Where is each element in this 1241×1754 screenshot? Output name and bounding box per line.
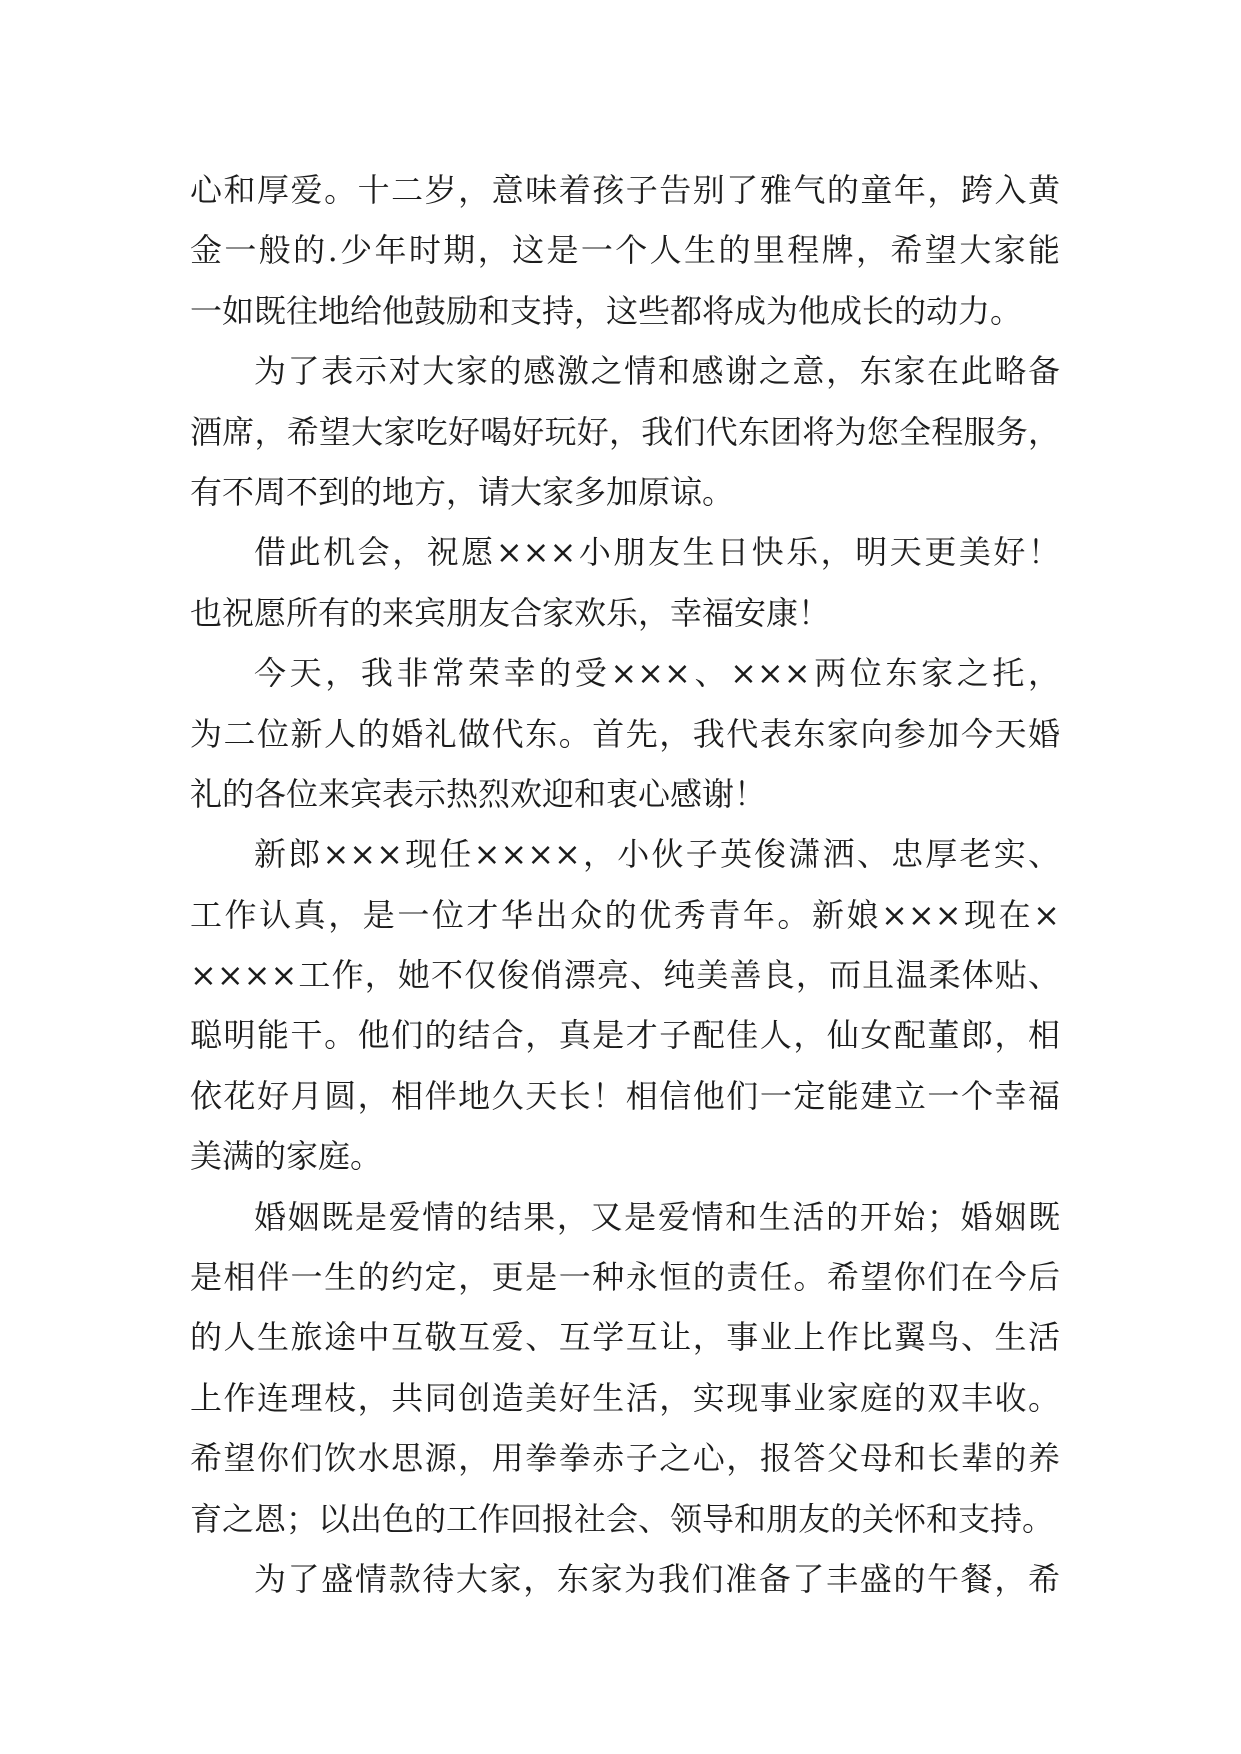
text-line: 为二位新人的婚礼做代东。首先，我代表东家向参加今天婚 bbox=[190, 714, 1060, 753]
text-line: 上作连理枝，共同创造美好生活，实现事业家庭的双丰收。 bbox=[190, 1378, 1060, 1417]
text-line: ××××工作，她不仅俊俏漂亮、纯美善良，而且温柔体贴、 bbox=[190, 956, 1060, 995]
text-line: 希望你们饮水思源，用拳拳赤子之心，报答父母和长辈的养 bbox=[190, 1439, 1060, 1478]
text-line: 依花好月圆，相伴地久天长！相信他们一定能建立一个幸福 bbox=[190, 1076, 1060, 1115]
text-line: 酒席，希望大家吃好喝好玩好，我们代东团将为您全程服务， bbox=[190, 412, 1060, 451]
text-line: 借此机会，祝愿×××小朋友生日快乐，明天更美好！ bbox=[254, 533, 1060, 572]
text-line: 育之恩；以出色的工作回报社会、领导和朋友的关怀和支持。 bbox=[190, 1499, 1055, 1538]
text-line: 的人生旅途中互敬互爱、互学互让，事业上作比翼鸟、生活 bbox=[190, 1318, 1060, 1357]
document-body bbox=[190, 160, 1060, 1609]
text-line: 心和厚爱。十二岁，意味着孩子告别了雅气的童年，跨入黄 bbox=[190, 171, 1060, 209]
text-line: 金一般的.少年时期，这是一个人生的里程牌，希望大家能 bbox=[190, 231, 1060, 270]
text-line: 一如既往地给他鼓励和支持，这些都将成为他成长的动力。 bbox=[190, 291, 1023, 330]
text-line: 礼的各位来宾表示热烈欢迎和衷心感谢！ bbox=[190, 774, 767, 813]
text-line: 婚姻既是爱情的结果，又是爱情和生活的开始；婚姻既 bbox=[254, 1197, 1060, 1236]
text-line: 美满的家庭。 bbox=[190, 1137, 383, 1176]
text-line: 也祝愿所有的来宾朋友合家欢乐，幸福安康！ bbox=[190, 593, 831, 632]
text-line: 有不周不到的地方，请大家多加原谅。 bbox=[190, 472, 735, 511]
text-line: 为了表示对大家的感激之情和感谢之意，东家在此略备 bbox=[254, 352, 1060, 391]
text-line: 聪明能干。他们的结合，真是才子配佳人，仙女配董郎，相 bbox=[190, 1016, 1060, 1055]
text-line: 工作认真，是一位才华出众的优秀青年。新娘×××现在× bbox=[190, 895, 1060, 934]
text-line: 新郎×××现任××××，小伙子英俊潇洒、忠厚老实、 bbox=[254, 835, 1060, 874]
text-line: 是相伴一生的约定，更是一种永恒的责任。希望你们在今后 bbox=[190, 1258, 1060, 1297]
text-line: 今天，我非常荣幸的受×××、×××两位东家之托， bbox=[254, 654, 1060, 693]
text-line: 为了盛情款待大家，东家为我们准备了丰盛的午餐，希 bbox=[254, 1559, 1060, 1598]
